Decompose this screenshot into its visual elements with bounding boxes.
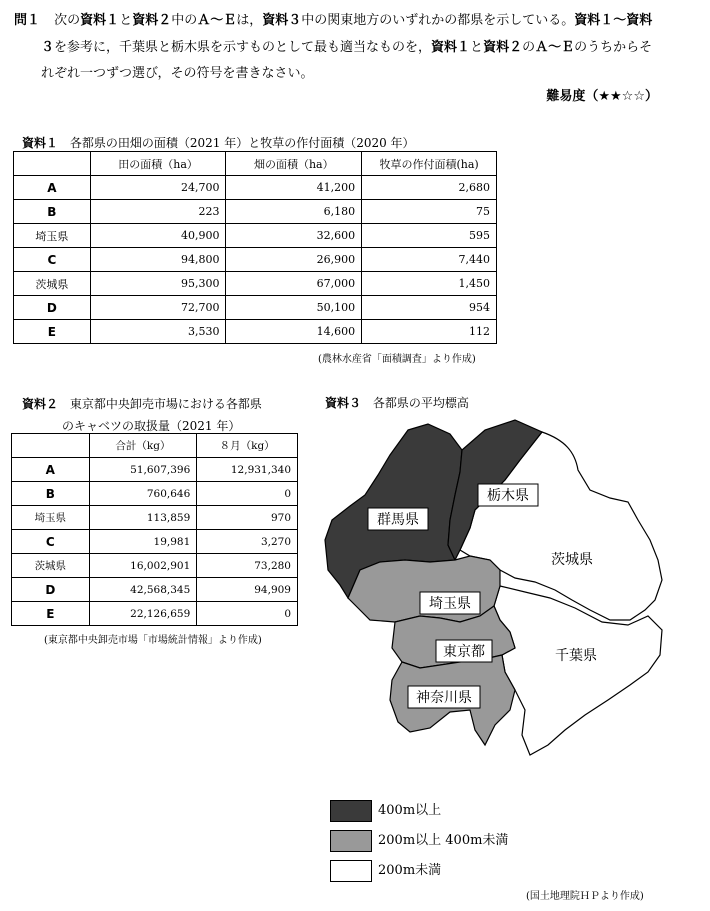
row-label: 茨城県 — [12, 554, 90, 578]
ref-shiryo1: 資料１ — [431, 40, 471, 55]
table-cell: 7,440 — [362, 248, 497, 272]
row-label: D — [14, 296, 91, 320]
question-text: と — [119, 13, 133, 28]
table-cell: 24,700 — [90, 176, 226, 200]
legend-item-mid — [330, 830, 508, 852]
table2-source: (東京都中央卸売市場「市場統計情報」より作成) — [44, 635, 262, 646]
table1-source: (農林水産省「面積調査」より作成) — [318, 354, 476, 365]
table-cell: 954 — [362, 296, 497, 320]
table-header-cell — [12, 434, 90, 458]
table-cell: 75 — [362, 200, 497, 224]
map-legend — [330, 800, 508, 882]
map-caption — [325, 394, 469, 411]
table-row — [12, 554, 298, 578]
table-cell: 22,126,659 — [89, 602, 197, 626]
table-cell: 32,600 — [226, 224, 362, 248]
table-row — [12, 530, 298, 554]
table-row — [14, 248, 497, 272]
row-label: C — [14, 248, 91, 272]
row-label: 茨城県 — [14, 272, 91, 296]
row-label: D — [12, 578, 90, 602]
table1-caption-text: 各都県の田畑の面積（2021 年）と牧草の作付面積（2020 年） — [69, 136, 415, 150]
row-label: C — [12, 530, 90, 554]
table-row — [14, 272, 497, 296]
table-header-cell — [14, 152, 91, 176]
ref-shiryo2: 資料２ — [132, 13, 172, 28]
question-number: 問１ — [14, 13, 41, 28]
question-line-1 — [14, 9, 652, 28]
row-label: 埼玉県 — [12, 506, 90, 530]
table-cell: 12,931,340 — [197, 458, 298, 482]
map-caption-text: 各都県の平均標高 — [372, 396, 469, 410]
label-tokyo: 東京都 — [443, 644, 485, 660]
table-cell: 14,600 — [226, 320, 362, 344]
ref-shiryo-range: 資料１～資料 — [574, 13, 653, 28]
ref-a-to-e: Ａ～Ｅ — [197, 13, 237, 28]
table-row — [12, 506, 298, 530]
table-cell: 16,002,901 — [89, 554, 197, 578]
legend-swatch-low — [330, 860, 372, 882]
legend-swatch-mid — [330, 830, 372, 852]
question-line-3: れぞれ一つずつ選び，その符号を書きなさい。 — [41, 66, 314, 81]
table-header-row — [12, 434, 298, 458]
label-ibaraki: 茨城県 — [551, 552, 593, 568]
table-row — [12, 602, 298, 626]
question-text: 次の — [54, 13, 81, 28]
table-cell: 50,100 — [226, 296, 362, 320]
row-label: B — [14, 200, 91, 224]
table-cell: 95,300 — [90, 272, 226, 296]
table-cell: 41,200 — [226, 176, 362, 200]
question-text: と — [470, 40, 484, 55]
table-row — [14, 200, 497, 224]
question-text: のうちからそ — [574, 40, 653, 55]
table-cell: 94,800 — [90, 248, 226, 272]
table-cell: 0 — [197, 482, 298, 506]
table-header-cell: ８月（kg） — [197, 434, 298, 458]
table2-caption-label: 資料２ — [22, 397, 59, 411]
table-cell: 112 — [362, 320, 497, 344]
table-header-row — [14, 152, 497, 176]
table-row — [14, 224, 497, 248]
table-cell: 94,909 — [197, 578, 298, 602]
question-text: を参考に，千葉県と栃木県を示すものとして最も適当なものを， — [54, 40, 432, 55]
row-label: A — [12, 458, 90, 482]
table-cell: 19,981 — [89, 530, 197, 554]
table-cell: 970 — [197, 506, 298, 530]
table2 — [11, 433, 298, 626]
ref-shiryo2: 資料２ — [483, 40, 523, 55]
table1-caption-label: 資料１ — [22, 136, 59, 150]
question-line-2 — [41, 36, 652, 55]
legend-label-mid: 200m以上 400m未満 — [378, 833, 509, 848]
table-header-cell: 田の面積（ha） — [90, 152, 226, 176]
legend-item-low — [330, 860, 508, 882]
table-cell: 67,000 — [226, 272, 362, 296]
table-cell: 223 — [90, 200, 226, 224]
table-cell: 42,568,345 — [89, 578, 197, 602]
table-cell: 51,607,396 — [89, 458, 197, 482]
row-label: A — [14, 176, 91, 200]
table-cell: 595 — [362, 224, 497, 248]
question-text: 中の — [171, 13, 198, 28]
table2-caption-text: 東京都中央卸売市場における各都県 — [69, 397, 262, 411]
table-cell: 3,530 — [90, 320, 226, 344]
table-cell: 40,900 — [90, 224, 226, 248]
table-cell: 113,859 — [89, 506, 197, 530]
label-saitama: 埼玉県 — [429, 596, 471, 612]
table-cell: 0 — [197, 602, 298, 626]
table-cell: 73,280 — [197, 554, 298, 578]
table-cell: 2,680 — [362, 176, 497, 200]
difficulty-rating: 難易度（★★☆☆） — [546, 89, 658, 104]
kanto-map — [310, 410, 700, 790]
table1 — [13, 151, 497, 344]
table-cell: 760,646 — [89, 482, 197, 506]
table2-caption-line1 — [22, 395, 262, 412]
row-label: E — [12, 602, 90, 626]
row-label: E — [14, 320, 91, 344]
row-label: 埼玉県 — [14, 224, 91, 248]
table-cell: 26,900 — [226, 248, 362, 272]
label-chiba: 千葉県 — [555, 648, 597, 664]
ref-shiryo1: 資料１ — [80, 13, 120, 28]
legend-item-high — [330, 800, 508, 822]
ref-shiryo3: 資料３ — [262, 13, 302, 28]
ref-shiryo-range-end: ３ — [41, 40, 55, 55]
table-row — [14, 296, 497, 320]
label-gunma: 群馬県 — [377, 512, 419, 528]
table-cell: 6,180 — [226, 200, 362, 224]
map-source: (国土地理院ＨＰより作成) — [526, 891, 644, 902]
table-header-cell: 牧草の作付面積(ha) — [362, 152, 497, 176]
label-kanagawa: 神奈川県 — [416, 690, 472, 706]
table-header-cell: 合計（kg） — [89, 434, 197, 458]
table-row — [12, 482, 298, 506]
table-header-cell: 畑の面積（ha） — [226, 152, 362, 176]
legend-label-high: 400m以上 — [378, 803, 442, 818]
row-label: B — [12, 482, 90, 506]
question-text: の — [522, 40, 536, 55]
table-row — [12, 578, 298, 602]
legend-swatch-high — [330, 800, 372, 822]
table-cell: 72,700 — [90, 296, 226, 320]
question-text: 中の関東地方のいずれかの都県を示している。 — [301, 13, 575, 28]
table-row — [12, 458, 298, 482]
table-row — [14, 320, 497, 344]
table2-caption-line2: のキャベツの取扱量（2021 年） — [62, 419, 241, 433]
legend-label-low: 200m未満 — [378, 863, 442, 878]
table-cell: 3,270 — [197, 530, 298, 554]
table-cell: 1,450 — [362, 272, 497, 296]
table-row — [14, 176, 497, 200]
map-caption-label: 資料３ — [325, 396, 362, 410]
ref-a-to-e: Ａ～Ｅ — [535, 40, 575, 55]
question-text: は， — [236, 13, 263, 28]
label-tochigi: 栃木県 — [487, 488, 529, 504]
table1-caption — [22, 134, 415, 151]
